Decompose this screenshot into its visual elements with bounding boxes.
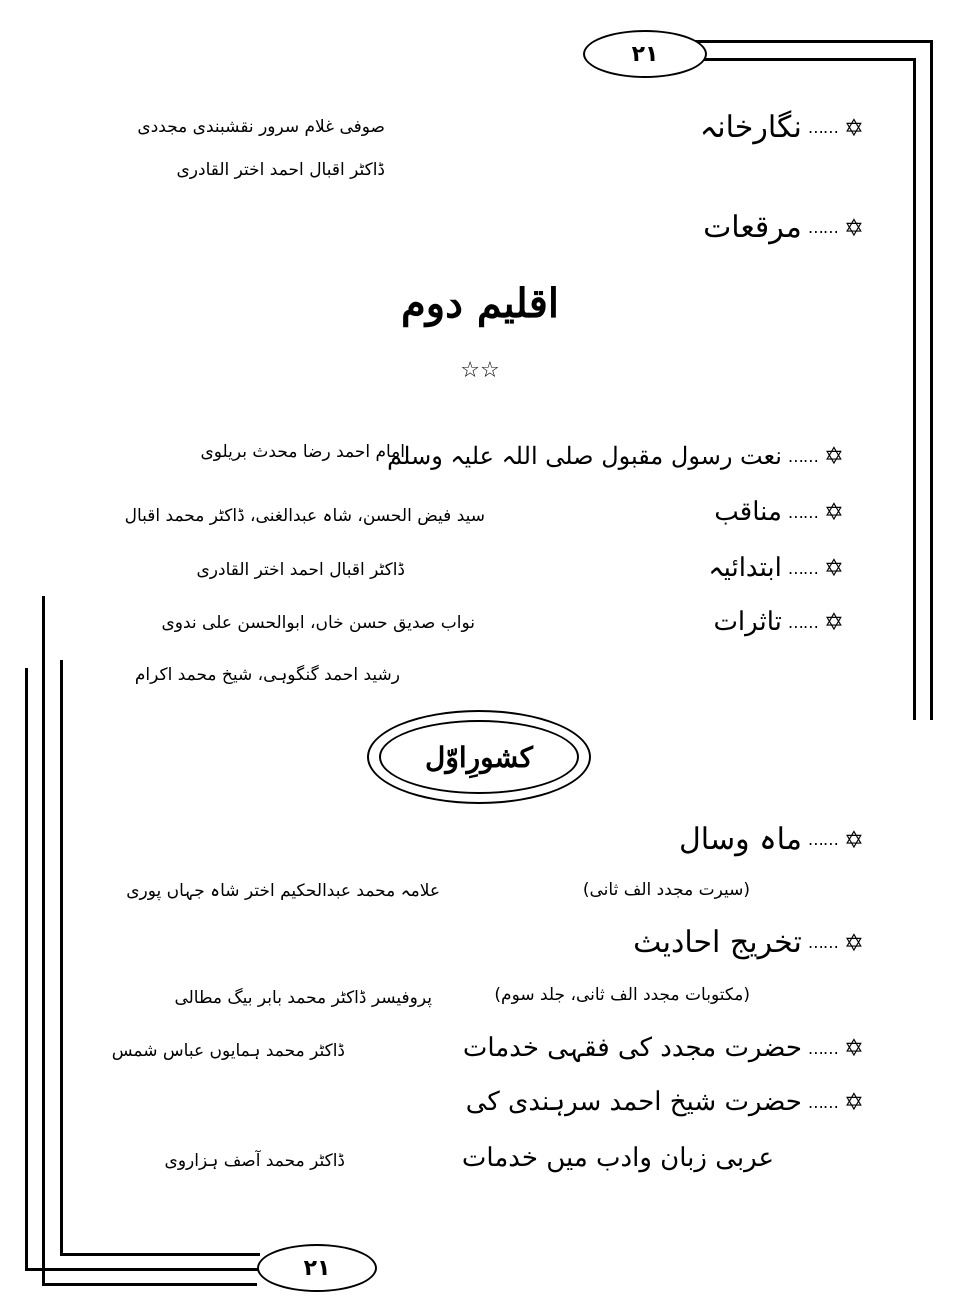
section-heading-kishwar: کشورِاوّل — [425, 740, 533, 774]
bullet-dots: …… — [787, 612, 818, 632]
entry-author: ڈاکٹر محمد ہمایوں عباس شمس — [111, 1041, 345, 1061]
toc-entry-nigarkhana — [700, 110, 864, 145]
entry-subtitle: (مکتوبات مجدد الف ثانی، جلد سوم) — [494, 985, 750, 1005]
entry-author: سید فیض الحسن، شاہ عبدالغنی، ڈاکٹر محمد اقبال — [124, 506, 485, 526]
entry-title: ماہ وسال — [679, 822, 802, 857]
bullet-dots: …… — [787, 502, 818, 522]
toc-entry-manaqib — [714, 497, 844, 527]
star-bullet-icon: ✡ — [843, 825, 864, 854]
bullet-dots: …… — [807, 830, 838, 849]
entry-author: ڈاکٹر محمد آصف ہزاروی — [164, 1151, 345, 1171]
entry-author: علامہ محمد عبدالحکیم اختر شاہ جہاں پوری — [126, 881, 440, 901]
entry-title: حضرت شیخ احمد سرہندی کی — [465, 1087, 802, 1117]
section-heading-iqlim: اقلیم دوم — [401, 280, 559, 327]
frame-left-inner — [60, 660, 63, 1256]
star-bullet-icon: ✡ — [823, 498, 844, 526]
entry-title: مناقب — [714, 497, 782, 527]
star-bullet-icon: ✡ — [823, 554, 844, 582]
frame-bottom-inner — [60, 1253, 260, 1256]
entry-title: تاثرات — [713, 607, 782, 637]
frame-bottom-middle — [25, 1268, 260, 1271]
page-number-badge-bottom — [257, 1244, 377, 1292]
frame-bottom-outer — [42, 1283, 257, 1286]
heading-stars: ☆☆ — [460, 358, 500, 383]
toc-entry-tasurat — [713, 607, 844, 637]
page-number-bottom: ۲۱ — [303, 1255, 331, 1281]
star-bullet-icon: ✡ — [843, 1034, 864, 1062]
bullet-dots: …… — [807, 1038, 838, 1058]
frame-right-outer — [930, 40, 933, 720]
entry-title: تخریج احادیث — [633, 925, 802, 960]
star-bullet-icon: ✡ — [843, 928, 864, 957]
entry-author: ڈاکٹر اقبال احمد اختر القادری — [196, 560, 405, 580]
entry-title: ابتدائیہ — [708, 553, 782, 583]
entry-title: نگارخانہ — [699, 110, 802, 145]
toc-entry-ibtidaiya — [708, 553, 844, 583]
entry-author: نواب صدیق حسن خاں، ابوالحسن علی ندوی — [161, 613, 475, 633]
bullet-dots: …… — [807, 1092, 838, 1112]
entry-subtitle: (سیرت مجدد الف ثانی) — [582, 880, 750, 900]
toc-entry-arabi-khidmaat — [466, 1087, 864, 1117]
toc-entry-fiqhi-khidmaat — [463, 1033, 864, 1063]
bullet-dots: …… — [787, 446, 818, 466]
frame-left-outer — [42, 596, 45, 1286]
star-bullet-icon: ✡ — [843, 213, 864, 242]
entry-title: مرقعات — [703, 210, 802, 245]
toc-entry-takhreej — [633, 925, 864, 960]
entry-author: رشید احمد گنگوہی، شیخ محمد اکرام — [134, 665, 400, 685]
page-number-badge-top — [583, 30, 707, 78]
frame-top-inner — [700, 58, 916, 61]
star-bullet-icon: ✡ — [843, 1088, 864, 1116]
entry-author: پروفیسر ڈاکٹر محمد بابر بیگ مطالی — [174, 988, 432, 1008]
frame-left-middle — [25, 668, 28, 1268]
toc-entry-mah-o-saal — [679, 822, 864, 857]
entry-author: صوفی غلام سرور نقشبندی مجددی — [137, 117, 385, 137]
entry-title: نعت رسول مقبول صلی اللہ علیہ وسلم — [387, 442, 782, 470]
star-bullet-icon: ✡ — [843, 113, 864, 142]
toc-entry-muraqqaat — [703, 210, 864, 245]
entry-title: حضرت مجدد کی فقہی خدمات — [462, 1033, 802, 1063]
star-bullet-icon: ✡ — [823, 608, 844, 636]
toc-entry-naat — [387, 442, 844, 470]
entry-author: امام احمد رضا محدث بریلوی — [200, 442, 405, 462]
bullet-dots: …… — [807, 118, 838, 137]
bullet-dots: …… — [807, 933, 838, 952]
entry-title-line2: عربی زبان وادب میں خدمات — [461, 1143, 774, 1173]
bullet-dots: …… — [807, 218, 838, 237]
section-heading-badge-kishwar — [367, 710, 591, 804]
entry-author: ڈاکٹر اقبال احمد اختر القادری — [176, 160, 385, 180]
star-bullet-icon: ✡ — [823, 442, 844, 470]
frame-top-outer — [690, 40, 933, 43]
frame-right-inner — [913, 58, 916, 720]
page-number-top: ۲۱ — [631, 41, 659, 67]
bullet-dots: …… — [787, 558, 818, 578]
